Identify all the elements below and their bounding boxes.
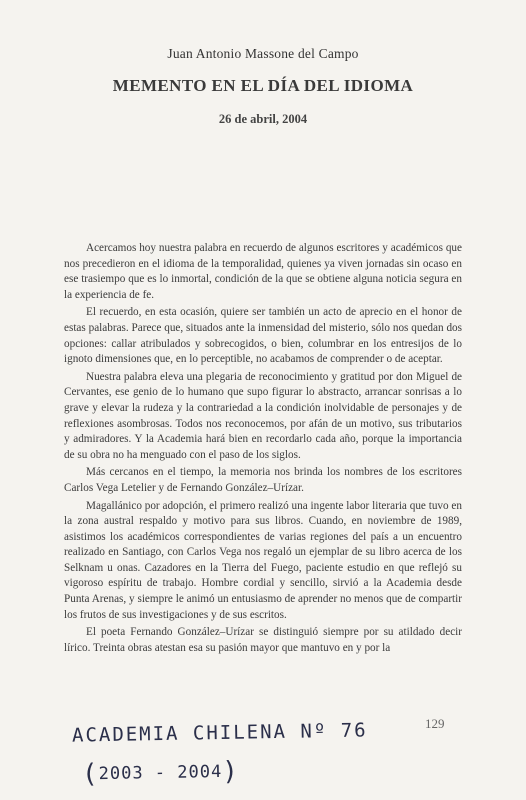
close-parenthesis: ) xyxy=(221,756,240,787)
paragraph: Nuestra palabra eleva una plegaria de reconocimiento y gratitud por don Miguel de Cervantes, ese genio de lo humano que supo figurar lo abstracto, arrancar sonrisas a lo grave y elevar la rudeza y la contrariedad a la condición inolvidable de personajes y de reflexiones asombrosas. Todos nos reconocemos, por afán de un motivo, sus tributarios y admiradores. Y la Academia hará bien en recordarlo cada año, porque la importancia de su obra no ha menguado con el paso de los siglos. xyxy=(64,370,462,461)
paragraph: El poeta Fernando González–Urízar se distinguió siempre por su atildado decir lírico. Treinta obras atestan esa su pasión mayor que mantuvo en y por la xyxy=(64,626,462,654)
handwritten-years: 2003 - 2004 xyxy=(98,761,223,785)
open-parenthesis: ( xyxy=(81,759,99,790)
paragraph: El recuerdo, en esta ocasión, quiere ser también un acto de aprecio en el honor de estas palabras. Parece que, situados ante la inmensidad del misterio, sólo nos quedan dos opciones: callar atribulados y sobrecogidos, o bien, columbrar en los entresijos de lo ignoto dimensiones que, en lo perceptible, no acabamos de comprender o de aceptar. xyxy=(64,306,462,366)
author-name: Juan Antonio Massone del Campo xyxy=(167,46,359,61)
page-number: 129 xyxy=(425,716,445,731)
document-date: 26 de abril, 2004 xyxy=(218,112,308,126)
handwritten-annotation-line1: ACADEMIA CHILENA Nº 76 xyxy=(71,719,368,747)
handwritten-annotation-line2 xyxy=(82,757,239,790)
paragraph: Acercamos hoy nuestra palabra en recuerdo de algunos escritores y académicos que nos precedieron en el idioma de la temporalidad, quienes ya viven jornadas sin ocaso en ese trasiempo que es lo inmortal, condición de la que se obtiene alguna noticia segura en la experiencia de fe. xyxy=(64,242,462,301)
paragraph: Magallánico por adopción, el primero realizó una ingente labor literaria que tuvo en la zona austral respaldo y motivo para sus libros. Cuando, en noviembre de 1989, asistimos los académicos correspondientes de varias regiones del país a un encuentro realizado en Santiago, con Carlos Vega nos regaló un ejemplar de su libro acerca de los Selknam u onas. Cazadores en la Tierra del Fuego, paciente estudio en que reflejó su vigoroso espíritu de trabajo. Hombre cordial y sencillo, sirvió a la Academia desde Punta Arenas, y siempre le animó un entusiasmo de aprender no menos que de compartir los frutos de sus investigaciones y de sus escritos. xyxy=(64,499,462,621)
body-text xyxy=(64,241,462,658)
document-title: MEMENTO EN EL DÍA DEL IDIOMA xyxy=(112,76,414,95)
paragraph: Más cercanos en el tiempo, la memoria nos brinda los nombres de los escritores Carlos Vega Letelier y de Fernando González–Urízar. xyxy=(64,466,462,494)
